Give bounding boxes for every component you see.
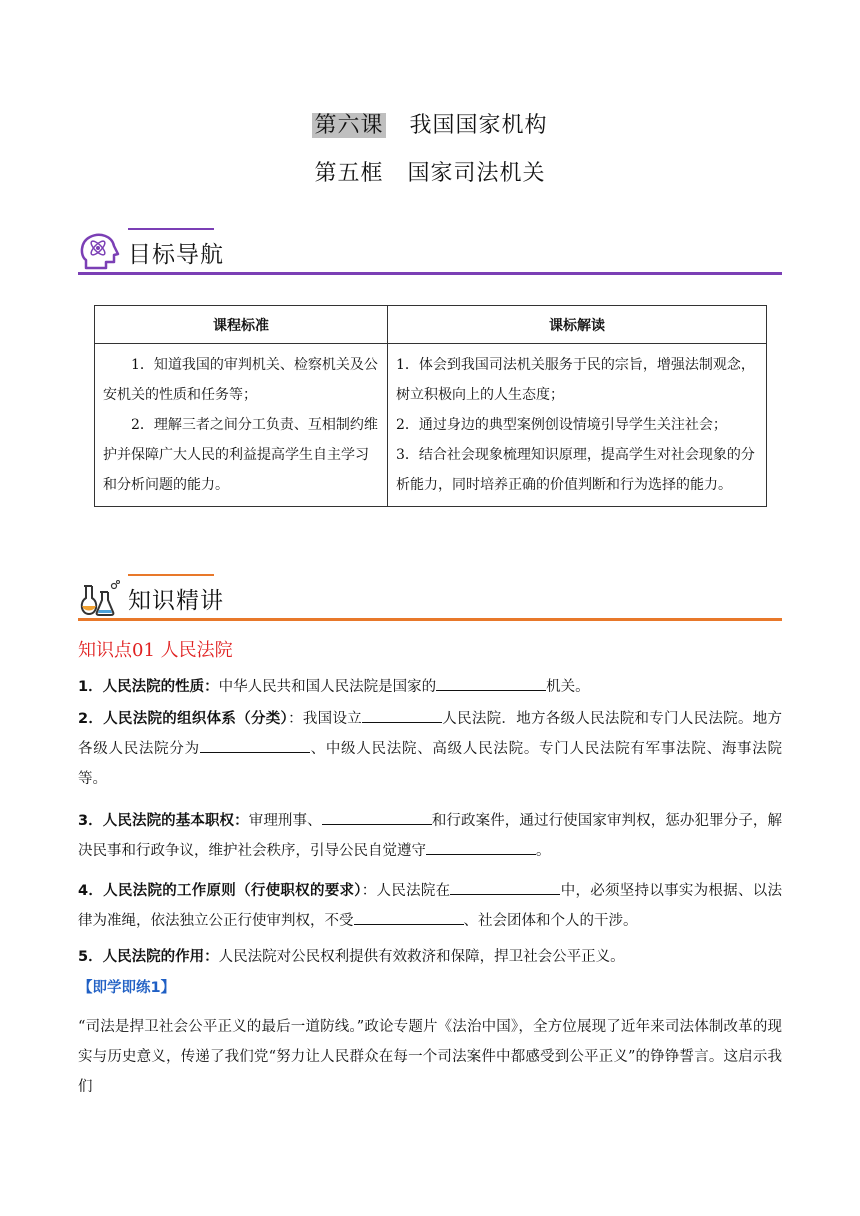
- goal-table: [94, 305, 767, 507]
- header-standard-interpretation: 课标解读: [388, 306, 767, 344]
- fill-blank[interactable]: [322, 806, 432, 825]
- fill-blank[interactable]: [362, 704, 442, 723]
- item-label: 4．人民法院的工作原则（行使职权的要求）: [78, 883, 362, 899]
- fill-blank[interactable]: [426, 836, 536, 855]
- interpretation-cell: [388, 344, 767, 507]
- lesson-name: 我国国家机构: [409, 113, 548, 138]
- fill-blank[interactable]: [200, 734, 310, 753]
- item-text: 机关。: [546, 679, 590, 695]
- section-label: 知识精讲: [128, 588, 224, 614]
- goal-table-header: [95, 306, 767, 344]
- interpretation-item: 2．通过身边的典型案例创设情境引导学生关注社会；: [396, 417, 727, 433]
- item-text: 和行政案件，通过行使国家审判权，惩办犯罪分子，解决民事和行政争议，维护社会秩序，引导公民自觉遵守: [78, 813, 783, 859]
- goal-table-row: [95, 344, 767, 507]
- frame-number: 第五框: [314, 161, 384, 186]
- section-label: 目标导航: [128, 242, 224, 268]
- interpretation-item: 3．结合社会现象梳理知识原理，提高学生对社会现象的分析能力，同时培养正确的价值判断和行为选择的能力。: [396, 447, 755, 493]
- section-header-knowledge: [78, 574, 782, 624]
- item-court-nature: [78, 672, 782, 702]
- item-text: 、中级人民法院、高级人民法院。专门人民法院有军事法院、海事法院等。: [78, 741, 783, 787]
- standard-item: 2．理解三者之间分工负责、互相制约维护并保障广大人民的利益提高学生自主学习和分析问题的能力。: [103, 417, 378, 493]
- head-atom-icon: [78, 232, 122, 272]
- item-court-powers: [78, 806, 782, 866]
- lab-flask-icon: [78, 578, 122, 618]
- item-label: 5．人民法院的作用：: [78, 949, 219, 965]
- item-text: 中，必须坚持以事实为根据、以法律为准绳，依法独立公正行使审判权，不受: [78, 883, 783, 929]
- item-label: 3．人民法院的基本职权：: [78, 813, 249, 829]
- lesson-number: 第六课: [314, 113, 384, 138]
- section-rule: [78, 272, 782, 275]
- frame-title: [0, 156, 860, 187]
- section-header-goals: [78, 228, 782, 278]
- item-court-organization: [78, 704, 782, 794]
- item-text: 中华人民共和国人民法院是国家的: [218, 679, 437, 695]
- item-text: 。: [536, 843, 551, 859]
- item-label: 1．人民法院的性质：: [78, 679, 219, 695]
- item-text: 人民法院．地方各级人民法院和专门人民法院。地方各级人民法院分为: [78, 711, 783, 757]
- standard-item: 1．知道我国的审判机关、检察机关及公安机关的性质和任务等；: [103, 357, 378, 403]
- exercise-question: “司法是捍卫社会公平正义的最后一道防线。”政论专题片《法治中国》，全方位展现了近年来司法体制改革的现实与历史意义，传递了我们党“努力让人民群众在每一个司法案件中都感受到公平正义”的铮铮誓言。这启示我们: [78, 1019, 782, 1095]
- section-rule: [78, 618, 782, 621]
- header-decoration: [128, 228, 214, 230]
- item-text: ：人民法院在: [361, 883, 451, 899]
- fill-blank[interactable]: [436, 672, 546, 691]
- knowledge-point-title: 知识点01 人民法院: [78, 640, 233, 661]
- course-standard-cell: [95, 344, 388, 507]
- item-text: 人民法院对公民权利提供有效救济和保障，捍卫社会公平正义。: [218, 949, 625, 965]
- item-text: 、社会团体和个人的干涉。: [463, 913, 638, 929]
- item-court-role: [78, 942, 782, 972]
- item-text: 审理刑事、: [248, 813, 322, 829]
- exercise-label: 【即学即练1】: [78, 980, 176, 996]
- item-label: 2．人民法院的组织体系（分类）: [78, 711, 289, 727]
- item-text: ：我国设立: [288, 711, 363, 727]
- lesson-title: [0, 108, 860, 139]
- frame-name: 国家司法机关: [407, 161, 546, 186]
- fill-blank[interactable]: [354, 906, 464, 925]
- interpretation-item: 1．体会到我国司法机关服务于民的宗旨，增强法制观念，树立积极向上的人生态度；: [396, 357, 755, 403]
- header-decoration: [128, 574, 214, 576]
- fill-blank[interactable]: [450, 876, 560, 895]
- item-court-principles: [78, 876, 782, 936]
- header-course-standard: 课程标准: [95, 306, 388, 344]
